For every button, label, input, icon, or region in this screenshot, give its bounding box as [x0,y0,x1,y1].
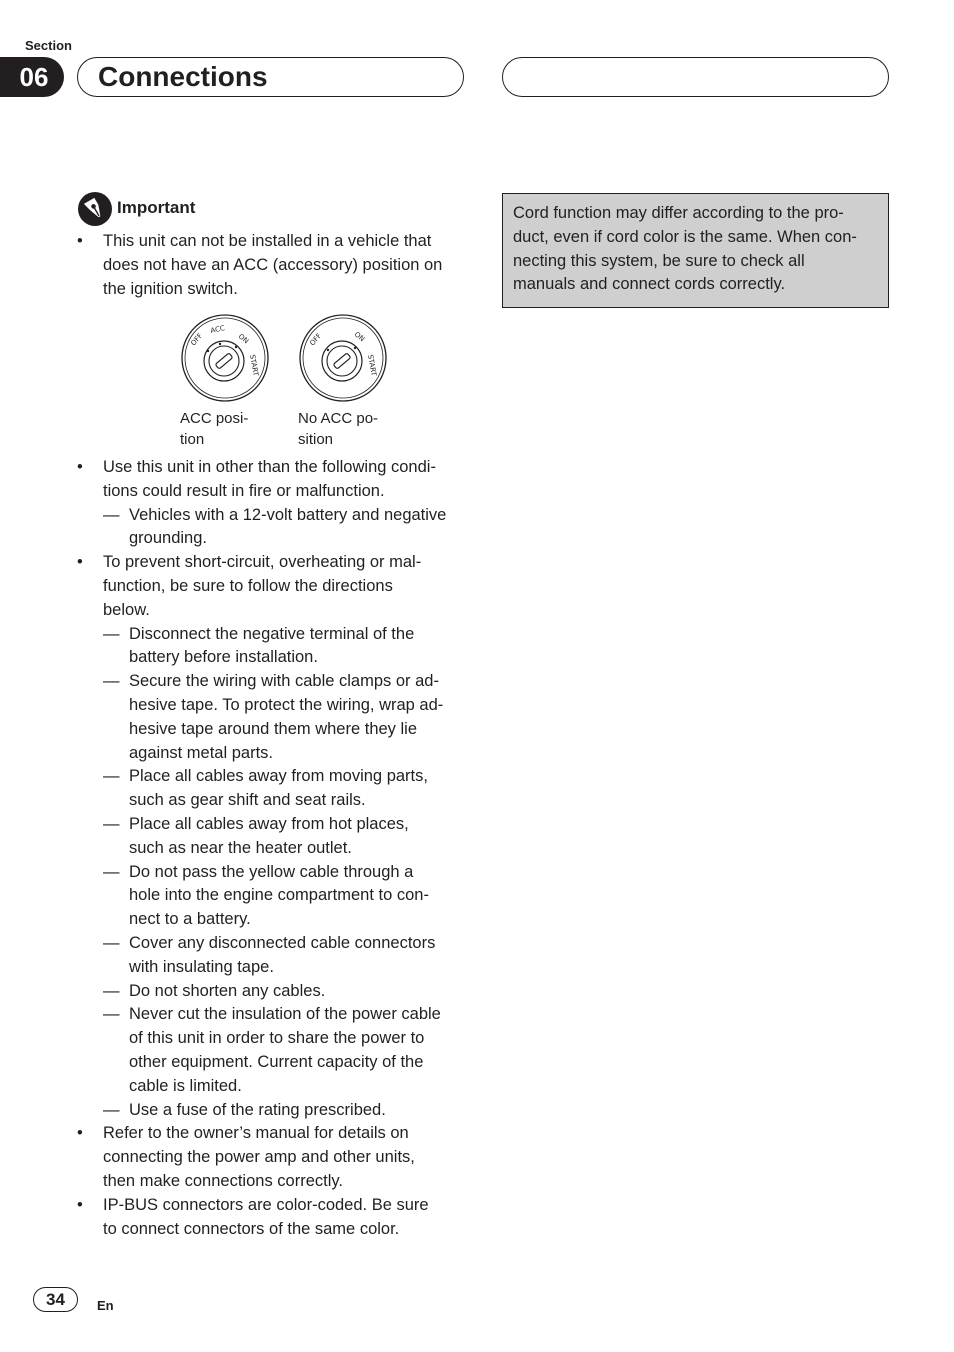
no-acc-caption: No ACC po- sition [298,410,379,448]
no-acc-figure [298,313,408,450]
sub-item-text: Disconnect the negative terminal of the battery before installation. [129,624,415,667]
precautions-list [77,456,469,1241]
list-item-text: IP-BUS connectors are color-coded. Be sure to connect connectors of the same color. [103,1195,429,1238]
dash: — [103,505,120,524]
sub-item-text: Secure the wiring with cable clamps or ad- hesive tape. To protect the wiring, wrap ad- hesive tape around them where they lie against metal parts. [129,672,444,762]
dash: — [103,767,120,786]
list-item [77,1194,469,1242]
bullet: • [77,458,83,476]
list-item [77,1122,469,1193]
section-label: Section [25,38,72,53]
dash: — [103,672,120,691]
pen-nib-icon [77,191,113,227]
dash: — [103,1100,120,1119]
acc-caption: ACC posi- tion [180,410,249,448]
page-title: Connections [98,61,268,92]
on-label: ON [236,332,251,346]
list-item-text: Use this unit in other than the following condi- tions could result in fire or malfunction. [103,458,436,500]
sub-item [77,623,469,671]
bullet: • [77,553,83,572]
list-item-text: To prevent short-circuit, overheating or mal- function, be sure to follow the directions below. [103,553,422,619]
sub-item-text: Do not shorten any cables. [129,981,326,1000]
dash: — [103,814,120,833]
start-label: START [366,353,378,377]
important-list [77,230,469,301]
bullet: • [77,1195,83,1214]
sub-item-text: Do not pass the yellow cable through a hole into the engine compartment to con- nect to a battery. [129,862,429,929]
start-label: START [248,353,260,377]
sub-item [77,670,469,765]
sub-item [77,861,469,932]
dash: — [103,981,120,1000]
dash: — [103,933,120,952]
section-number: 06 [0,57,64,97]
sub-item-text: Place all cables away from hot places, such as near the heater outlet. [129,814,409,857]
header-empty-box [502,57,889,97]
acc-label: ACC [209,324,226,335]
language-code: En [97,1298,114,1313]
dash: — [103,862,120,881]
sub-item-text: Use a fuse of the rating prescribed. [129,1100,386,1119]
sub-item [77,504,469,552]
note-box: Cord function may differ according to the pro- duct, even if cord color is the same. When con- necting this system, be sure to check all manuals and connect cords correctly. [502,193,889,308]
ignition-figures [180,313,410,453]
bullet: • [77,1124,83,1143]
list-item-text: This unit can not be installed in a vehicle that does not have an ACC (accessory) position on the ignition switch. [103,232,443,298]
list-item [77,456,469,504]
sub-item [77,1099,469,1123]
sub-item-text: Place all cables away from moving parts, such as gear shift and seat rails. [129,767,428,810]
title-box [77,57,464,97]
sub-item-text: Never cut the insulation of the power cable of this unit in order to share the power to other equipment. Current capacity of the cable is limited. [129,1005,441,1095]
ignition-switch-acc-icon [180,313,270,403]
off-label: OFF [189,331,205,348]
list-item [77,551,469,622]
sub-item [77,1003,469,1098]
list-item-text: Refer to the owner’s manual for details on connecting the power amp and other units, then make connections correctly. [103,1124,415,1190]
ignition-switch-no-acc-icon [298,313,388,403]
on-label: ON [352,330,367,344]
sub-item-text: Vehicles with a 12-volt battery and negative grounding. [129,505,447,548]
list-item [77,230,469,301]
sub-item-text: Cover any disconnected cable connectors with insulating tape. [129,933,436,976]
page-number: 34 [33,1287,78,1312]
sub-item [77,813,469,861]
acc-figure [180,313,290,450]
dash: — [103,624,120,643]
bullet: • [77,232,83,250]
sub-item [77,980,469,1004]
off-label: OFF [308,331,324,348]
dash: — [103,1005,120,1024]
important-label: Important [117,198,196,217]
sub-item [77,932,469,980]
sub-item [77,765,469,813]
